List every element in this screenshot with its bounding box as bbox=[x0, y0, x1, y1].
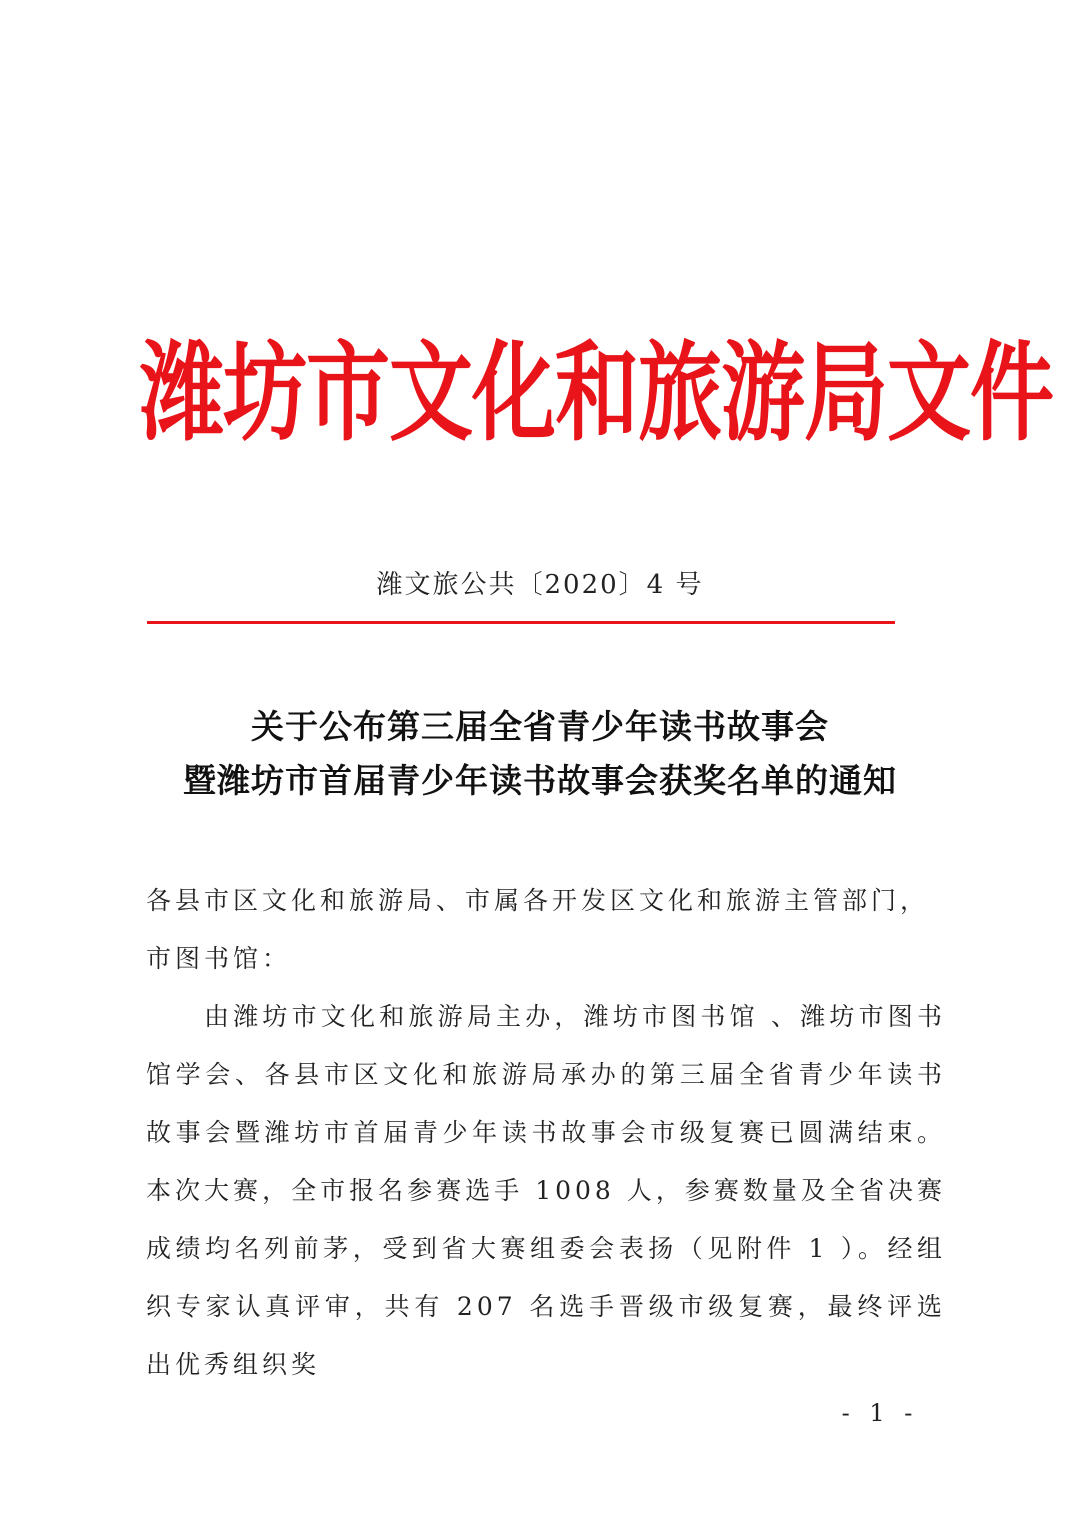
page-number: - 1 - bbox=[841, 1399, 919, 1427]
document-title bbox=[0, 700, 1080, 808]
document-number: 潍文旅公共〔2020〕4 号 bbox=[376, 570, 704, 600]
document-body bbox=[146, 872, 946, 1394]
title-line-2: 暨潍坊市首届青少年读书故事会获奖名单的通知 bbox=[183, 761, 897, 800]
issuer-masthead: 潍坊市文化和旅游局文件 bbox=[140, 329, 1054, 456]
salutation: 各县市区文化和旅游局、市属各开发区文化和旅游主管部门，市图书馆： bbox=[146, 886, 930, 973]
red-separator-line bbox=[147, 621, 895, 624]
body-paragraph: 由潍坊市文化和旅游局主办，潍坊市图书馆 、潍坊市图书馆学会、各县市区文化和旅游局承办的第三届全省青少年读书故事会暨潍坊市首届青少年读书故事会市级复赛已圆满结束。本次大赛，全市报名参赛选手 1008 人，参赛数量及全省决赛成绩均名列前茅，受到省大赛组委会表扬（见附件 1 ）。经组织专家认真评审，共有 207 名选手晋级市级复赛，最终评选出优秀组织奖 bbox=[146, 1002, 946, 1379]
title-line-1: 关于公布第三届全省青少年读书故事会 bbox=[251, 707, 829, 746]
